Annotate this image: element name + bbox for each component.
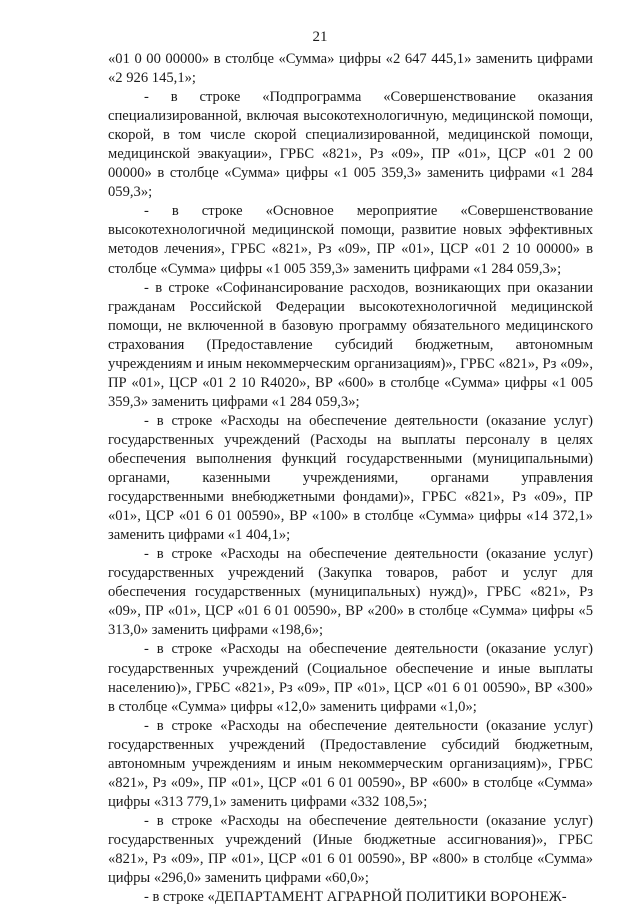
paragraph: «01 0 00 00000» в столбце «Сумма» цифры «2 647 445,1» заменить цифрами «2 926 145,1»; (108, 51, 593, 87)
paragraph: - в строке «Подпрограмма «Совершенствование оказания специализированной, включая высокотехнологичную, медицинской помощи, скорой, в том числе скорой специализированной, медицинской помощи, медицинской эвакуации», ГРБС «821», Рз «09», ПР «01», ЦСР «01 2 00 00000» в столбце «Сумма» цифры «1 005 359,3» заменить цифрами «1 284 059,3»; (108, 89, 593, 201)
page-number: 21 (312, 29, 328, 45)
paragraph: - в строке «Расходы на обеспечение деятельности (оказание услуг) государственных учреждений (Предоставление субсидий бюджетным, автономным учреждениям и иным некоммерческим организациям)», ГРБС «821», Рз «09», ПР «01», ЦСР «01 6 01 00590», ВР «600» в столбце «Сумма» цифры «313 779,1» заменить цифрами «332 108,5»; (108, 717, 593, 810)
paragraph: - в строке «Расходы на обеспечение деятельности (оказание услуг) государственных учреждений (Социальное обеспечение и иные выплаты населению)», ГРБС «821», Рз «09», ПР «01», ЦСР «01 6 01 00590», ВР «300» в столбце «Сумма» цифры «12,0» заменить цифрами «1,0»; (108, 641, 593, 715)
paragraph: - в строке «Основное мероприятие «Совершенствование высокотехнологичной медицинской помощи, развитие новых эффективных методов лечения», ГРБС «821», Рз «09», ПР «01», ЦСР «01 2 10 00000» в столбце «Сумма» цифры «1 005 359,3» заменить цифрами «1 284 059,3»; (108, 203, 593, 277)
paragraph: - в строке «Расходы на обеспечение деятельности (оказание услуг) государственных учреждений (Закупка товаров, работ и услуг для обеспечения государственных (муниципальных) нужд)», ГРБС «821», Рз «09», ПР «01», ЦСР «01 6 01 00590», ВР «200» в столбце «Сумма» цифры «5 313,0» заменить цифрами «198,6»; (108, 546, 593, 639)
paragraph: - в строке «Расходы на обеспечение деятельности (оказание услуг) государственных учреждений (Иные бюджетные ассигнования)», ГРБС «821», Рз «09», ПР «01», ЦСР «01 6 01 00590», ВР «800» в столбце «Сумма» цифры «296,0» заменить цифрами «60,0»; (108, 812, 593, 887)
document-body (108, 50, 593, 907)
paragraph: - в строке «Расходы на обеспечение деятельности (оказание услуг) государственных учреждений (Расходы на выплаты персоналу в целях обеспечения выполнения функций государственными (муниципальными) органами, казенными учреждениями, органами управления государственными внебюджетными фондами)», ГРБС «821», Рз «09», ПР «01», ЦСР «01 6 01 00590», ВР «100» в столбце «Сумма» цифры «14 372,1» заменить цифрами «1 404,1»; (108, 412, 593, 544)
paragraph: - в строке «ДЕПАРТАМЕНТ АГРАРНОЙ ПОЛИТИКИ ВОРОНЕЖ- (144, 889, 567, 906)
paragraph: - в строке «Софинансирование расходов, возникающих при оказании гражданам Российской Федерации высокотехнологичной медицинской помощи, не включенной в базовую программу обязательного медицинского страхования (Предоставление субсидий бюджетным, автономным учреждениям и иным некоммерческим организациям)», ГРБС «821», Рз «09», ПР «01», ЦСР «01 2 10 R4020», ВР «600» в столбце «Сумма» цифры «1 005 359,3» заменить цифрами «1 284 059,3»; (108, 279, 593, 410)
